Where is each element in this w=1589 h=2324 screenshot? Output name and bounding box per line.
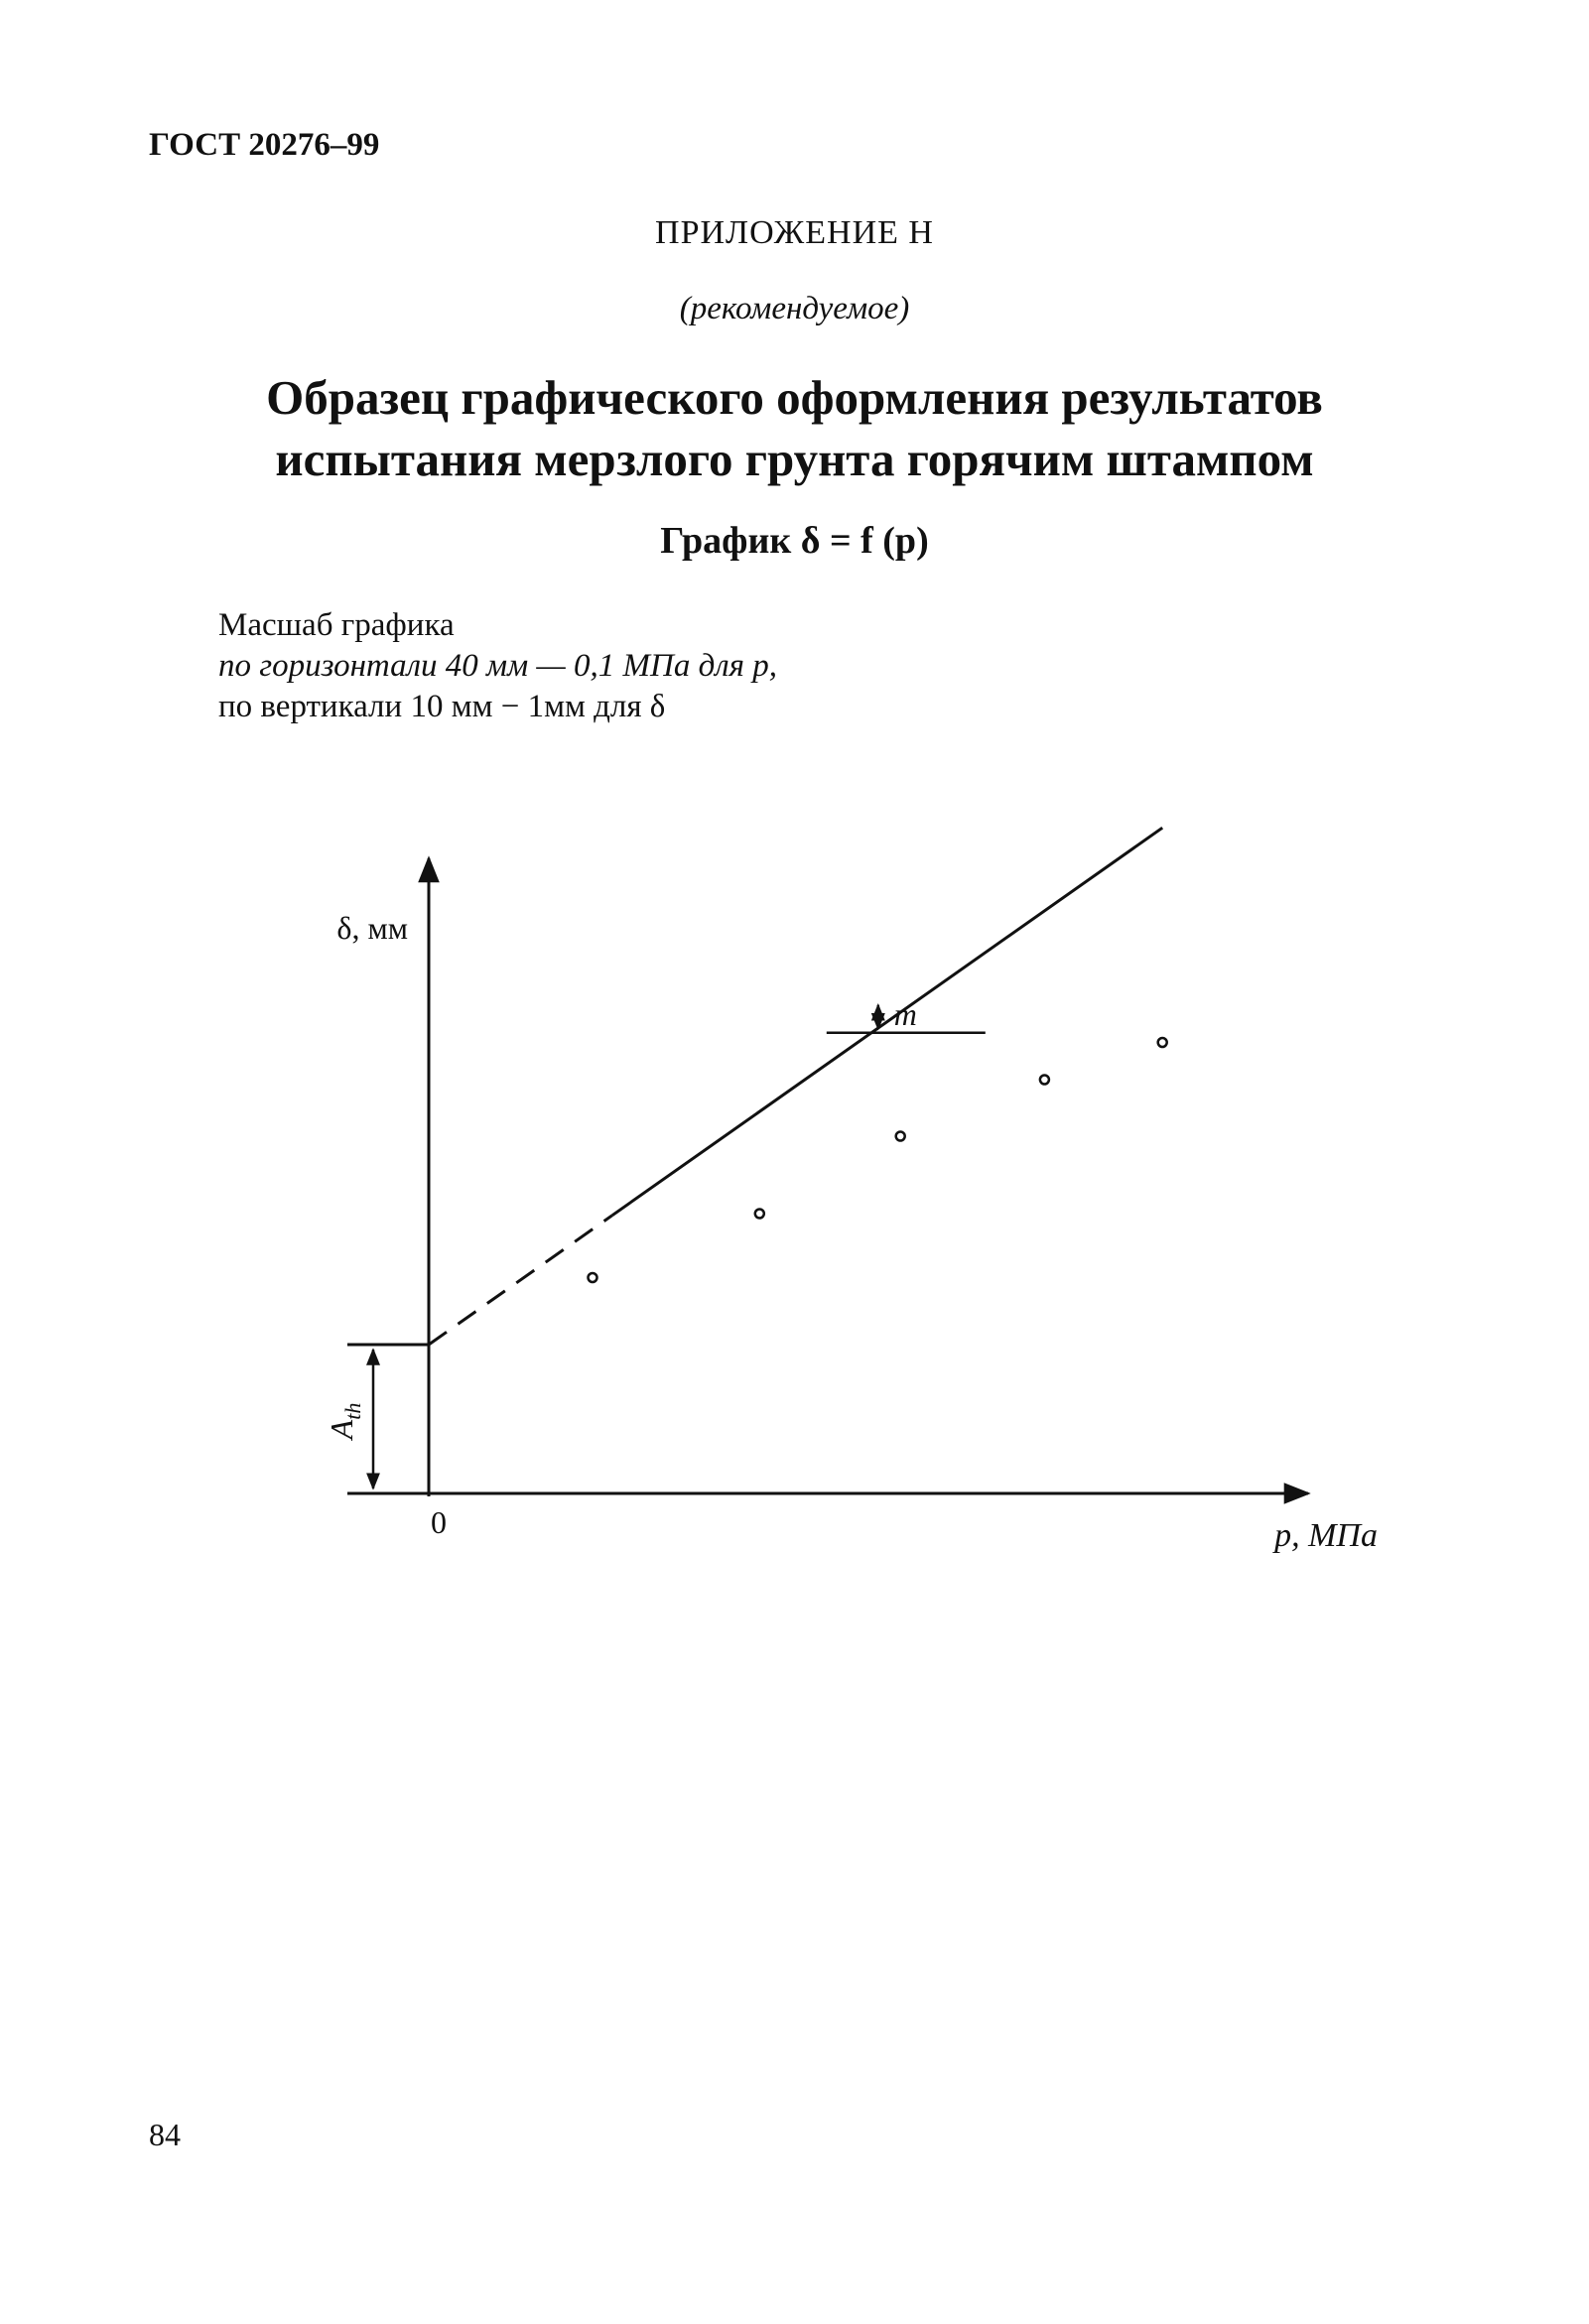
page-number: 84 xyxy=(149,2117,181,2152)
intercept-label: $A_{th}$ xyxy=(324,1402,365,1440)
data-points xyxy=(589,1038,1167,1282)
data-point-1 xyxy=(589,1273,597,1282)
fit-line xyxy=(612,828,1162,1216)
slope-label: m xyxy=(893,995,917,1032)
data-point-4 xyxy=(1040,1076,1049,1085)
x-axis-label: p, МПа xyxy=(1274,1517,1378,1554)
graph-title: График δ = f (p) xyxy=(660,520,929,562)
document-code: ГОСТ 20276–99 xyxy=(149,127,380,163)
page-title-line-2: испытания мерзлого грунта горячим штампом xyxy=(275,432,1314,486)
scale-note-horizontal: по горизонтали 40 мм — 0,1 МПа для p, xyxy=(218,648,778,684)
annex-status: (рекомендуемое) xyxy=(679,291,910,326)
data-point-2 xyxy=(755,1210,764,1219)
scale-note-vertical: по вертикали 10 мм − 1мм для δ xyxy=(218,689,666,724)
data-point-5 xyxy=(1158,1038,1167,1047)
scale-note-heading: Масшаб графика xyxy=(218,607,455,643)
page-title-line-1: Образец графического оформления результатов xyxy=(266,370,1323,425)
fit-line-extrapolated xyxy=(429,1216,612,1345)
data-point-3 xyxy=(896,1132,905,1141)
origin-label: 0 xyxy=(431,1504,447,1540)
annex-title: ПРИЛОЖЕНИЕ Н xyxy=(655,214,934,251)
y-axis-label: δ, мм xyxy=(336,910,408,946)
